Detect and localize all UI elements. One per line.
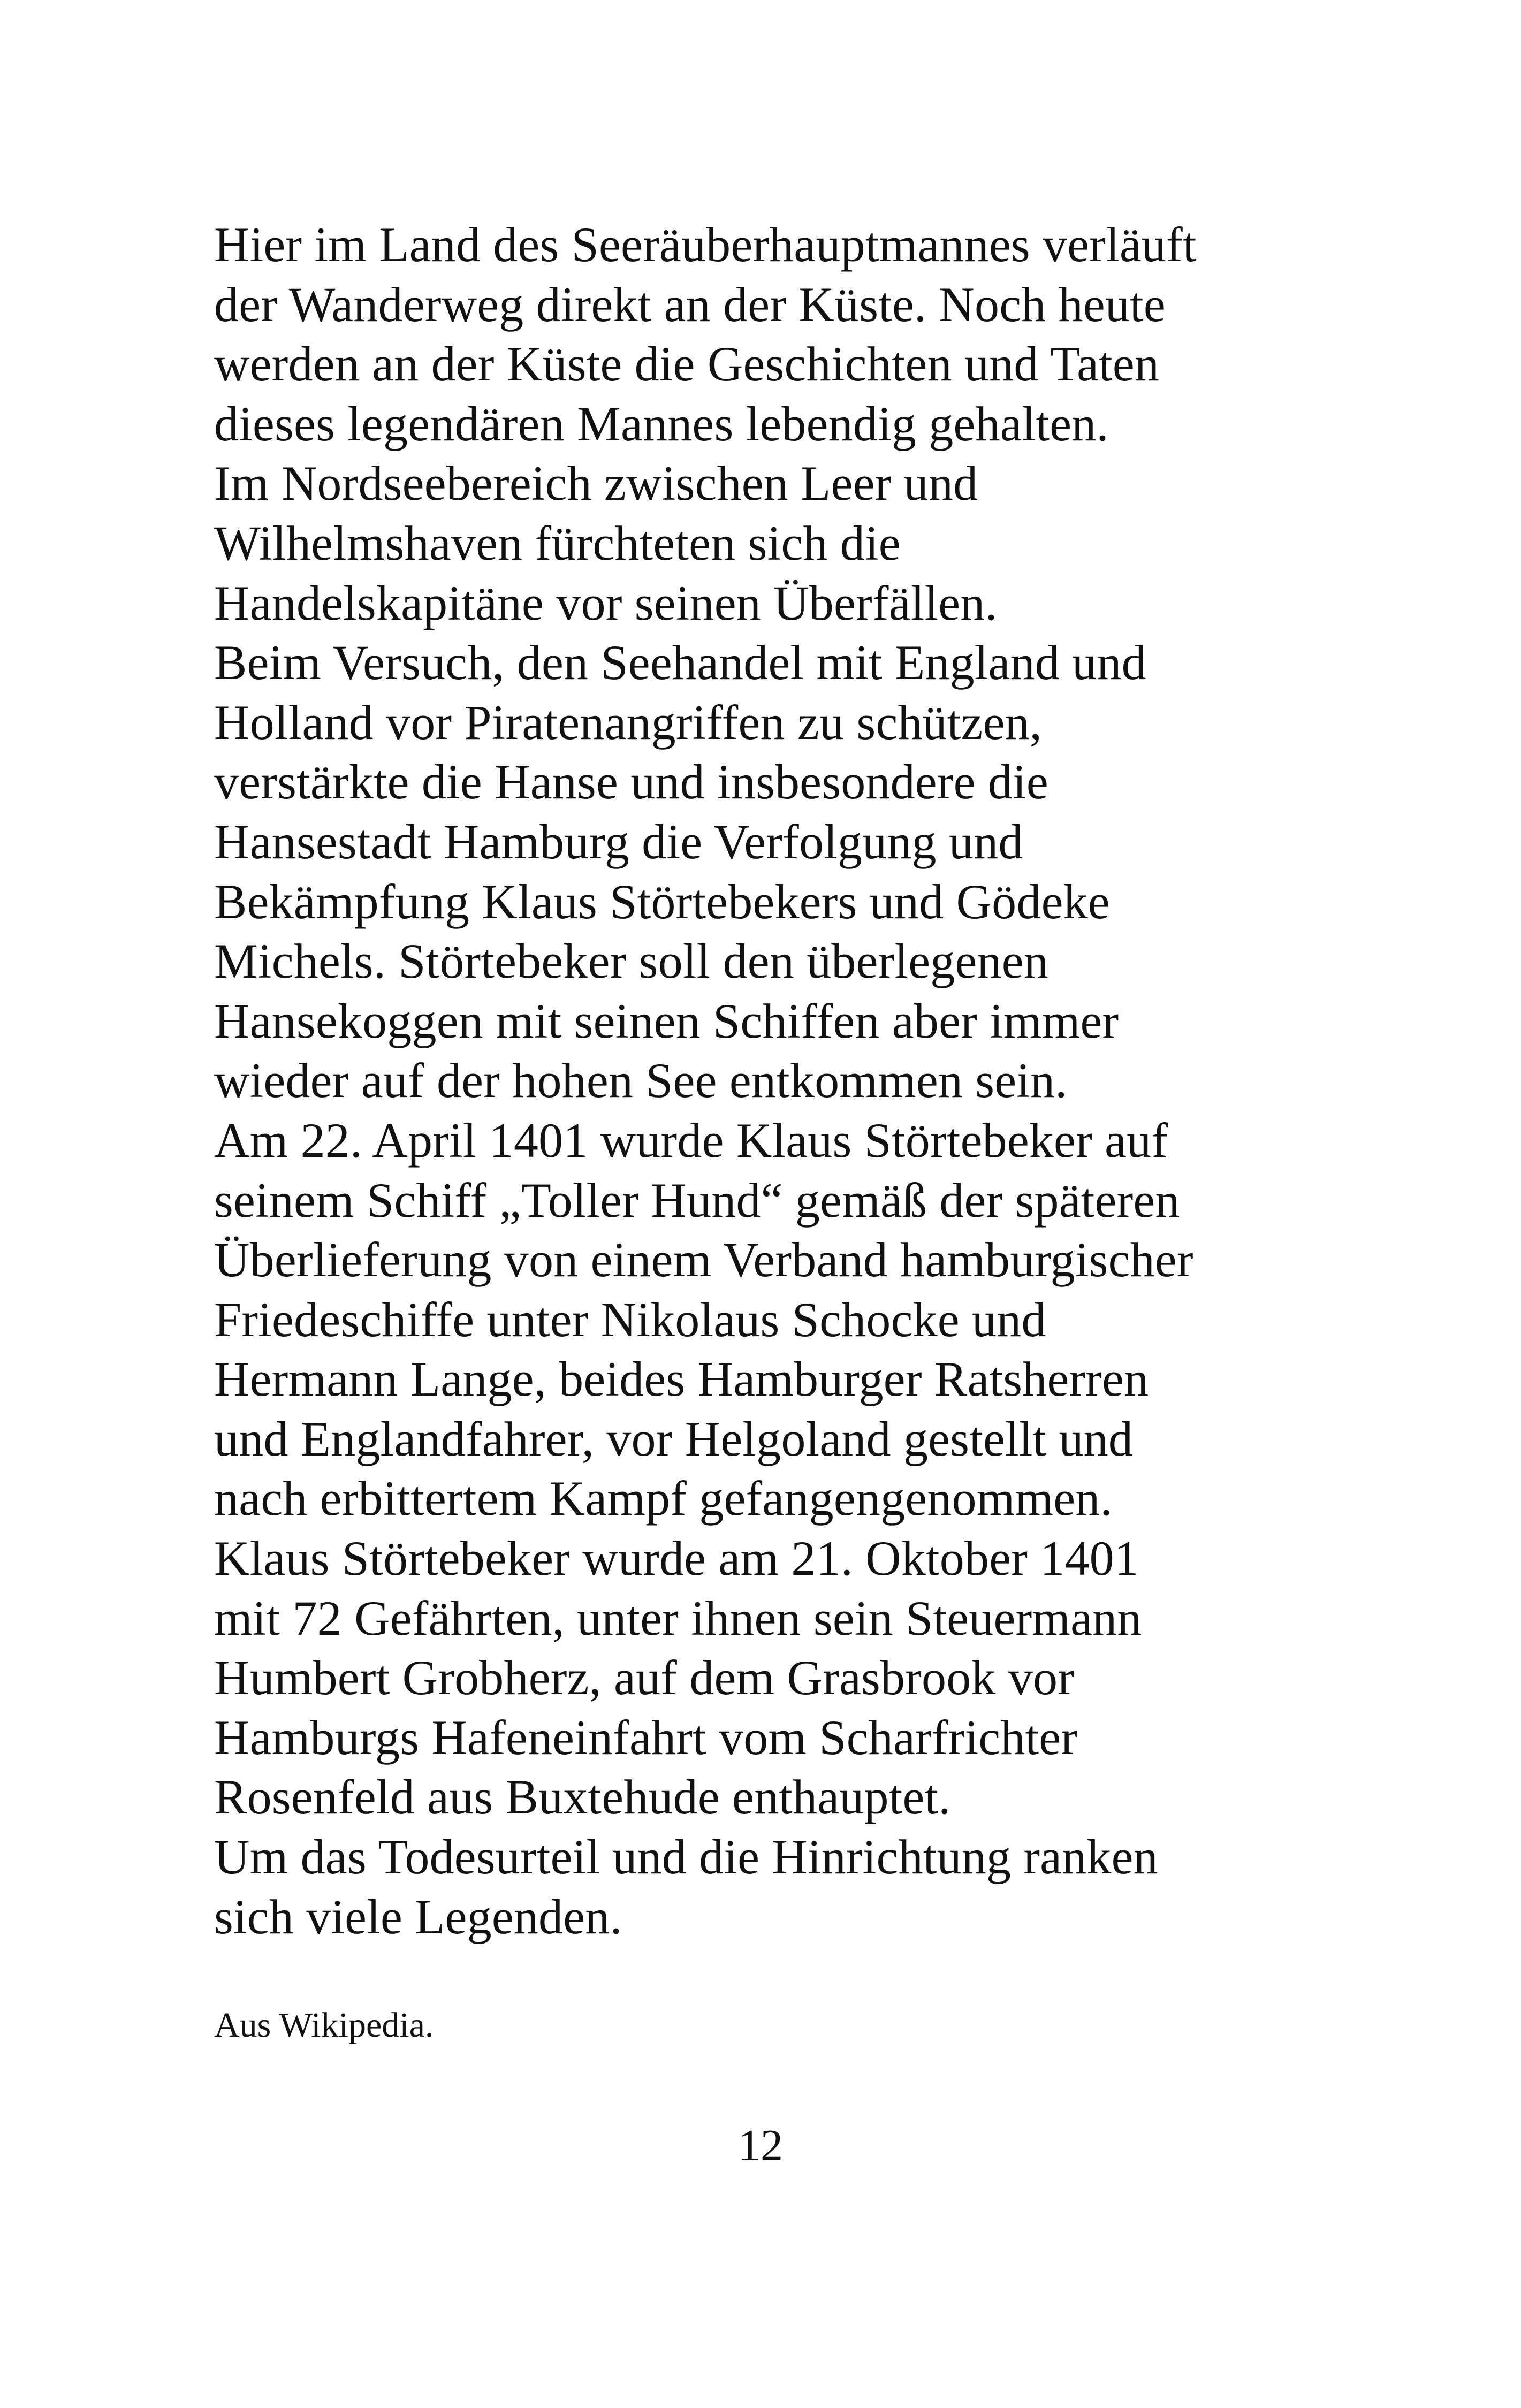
text-line: Michels. Störtebeker soll den überlegenen: [214, 934, 1048, 989]
text-line: Hamburgs Hafeneinfahrt vom Scharfrichter: [214, 1710, 1078, 1765]
text-line: Beim Versuch, den Seehandel mit England und: [214, 635, 1146, 690]
text-line: und Englandfahrer, vor Helgoland gestellt und: [214, 1411, 1134, 1466]
source-attribution: Aus Wikipedia.: [214, 2006, 434, 2045]
text-line: Überlieferung von einem Verband hamburgischer: [214, 1232, 1193, 1287]
text-line: Hermann Lange, beides Hamburger Ratsherren: [214, 1352, 1149, 1407]
text-line: seinem Schiff „Toller Hund“ gemäß der späteren: [214, 1172, 1180, 1228]
text-line: Um das Todesurteil und die Hinrichtung ranken: [214, 1830, 1158, 1885]
text-line: Hansekoggen mit seinen Schiffen aber immer: [214, 993, 1119, 1048]
text-line: dieses legendären Mannes lebendig gehalten.: [214, 396, 1109, 451]
text-line: Friedeschiffe unter Nikolaus Schocke und: [214, 1292, 1046, 1347]
text-line: Holland vor Piratenangriffen zu schützen,: [214, 695, 1042, 750]
text-line: nach erbittertem Kampf gefangengenommen.: [214, 1471, 1113, 1526]
text-line: Handelskapitäne vor seinen Überfällen.: [214, 575, 998, 630]
text-line: Klaus Störtebeker wurde am 21. Oktober 1401: [214, 1531, 1139, 1586]
text-line: verstärkte die Hanse und insbesondere die: [214, 755, 1048, 810]
text-line: werden an der Küste die Geschichten und Taten: [214, 337, 1160, 392]
body-text: [214, 215, 1317, 1947]
text-line: wieder auf der hohen See entkommen sein.: [214, 1053, 1068, 1108]
text-line: der Wanderweg direkt an der Küste. Noch heute: [214, 277, 1166, 332]
text-line: Bekämpfung Klaus Störtebekers und Gödeke: [214, 874, 1110, 929]
text-line: sich viele Legenden.: [214, 1889, 622, 1944]
text-line: Hier im Land des Seeräuberhauptmannes verläuft: [214, 217, 1197, 272]
text-line: Rosenfeld aus Buxtehude enthauptet.: [214, 1770, 951, 1825]
text-line: Wilhelmshaven fürchteten sich die: [214, 515, 901, 570]
text-line: Humbert Grobherz, auf dem Grasbrook vor: [214, 1650, 1075, 1705]
text-line: Hansestadt Hamburg die Verfolgung und: [214, 814, 1023, 869]
text-line: Am 22. April 1401 wurde Klaus Störtebeker auf: [214, 1112, 1168, 1168]
page-number: 12: [738, 2121, 783, 2170]
text-line: Im Nordseebereich zwischen Leer und: [214, 456, 978, 511]
text-line: mit 72 Gefährten, unter ihnen sein Steuermann: [214, 1590, 1142, 1645]
